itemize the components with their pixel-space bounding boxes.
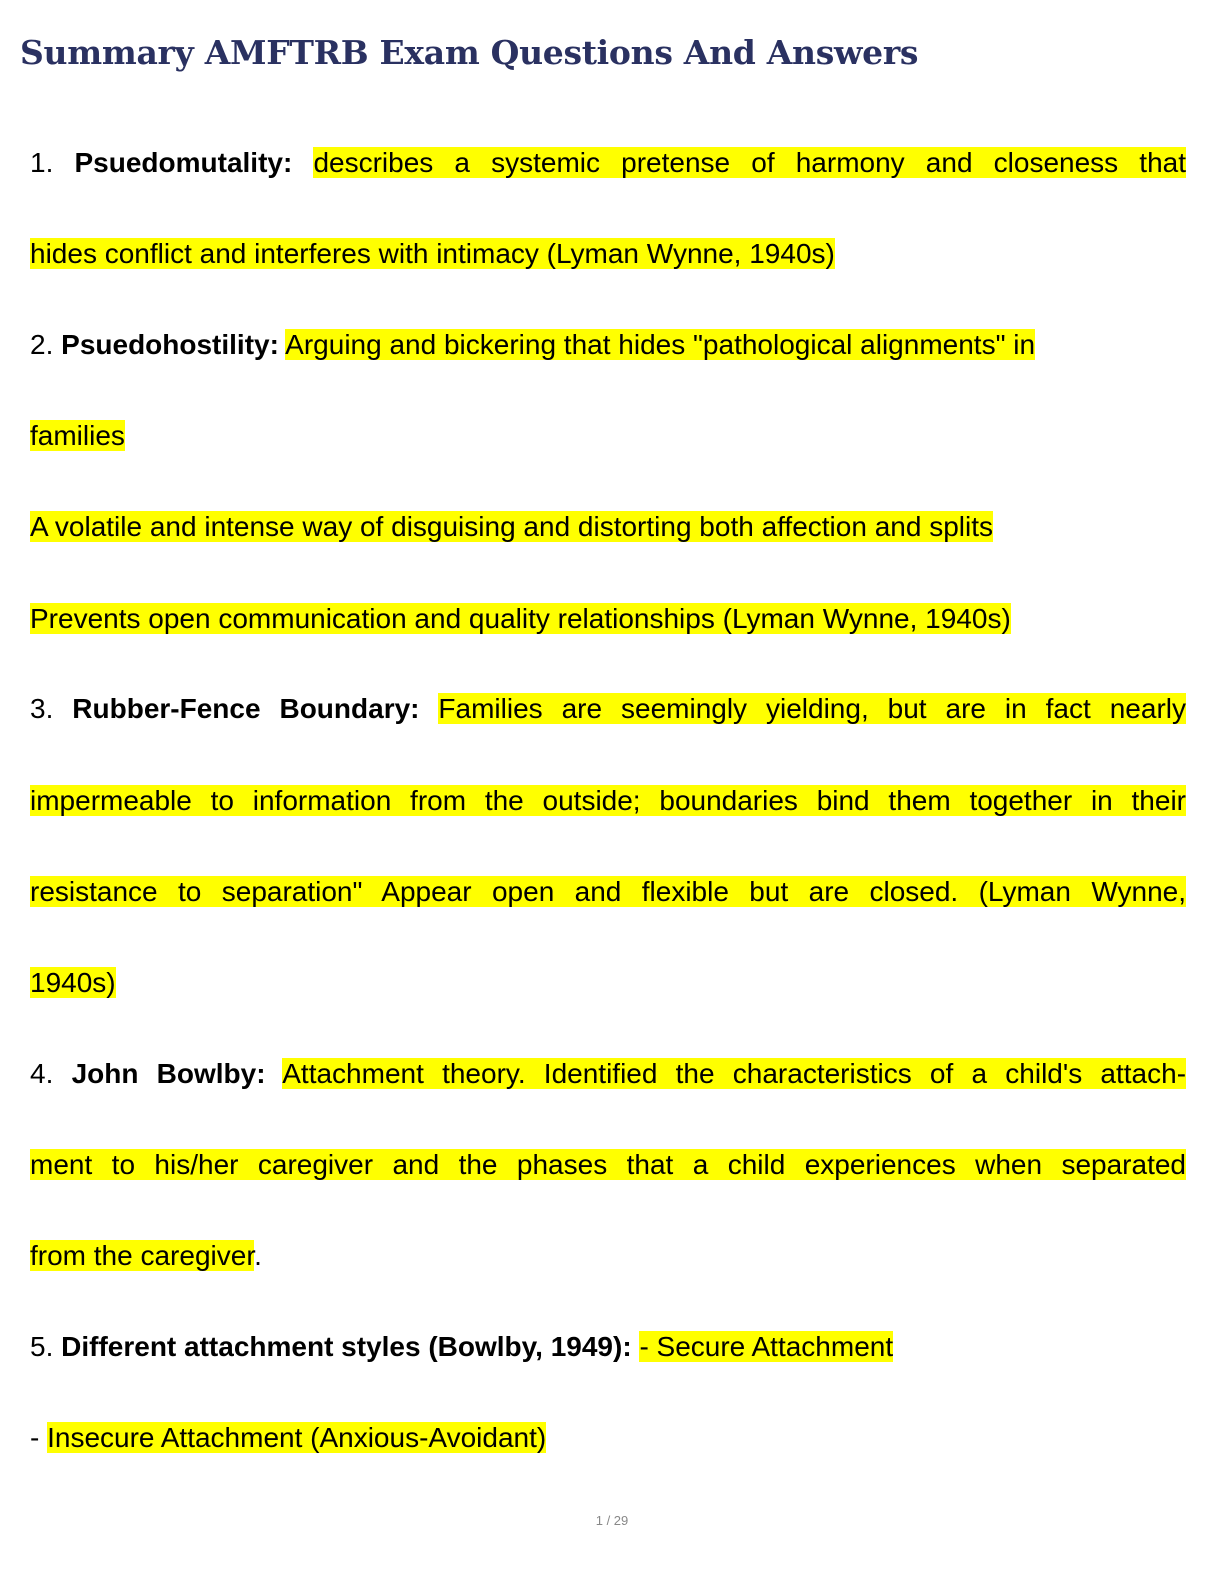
entry-3-line-4 xyxy=(30,964,116,1002)
entry-3-definition-part-2: impermeable to information from the outside; boundaries bind them together in their xyxy=(30,785,1186,816)
entry-3-term: Rubber-Fence Boundary: xyxy=(72,693,420,724)
entry-5-style-2-dash: - xyxy=(30,1422,48,1453)
entry-2-line-4 xyxy=(30,600,1011,638)
entry-3-definition-part-4: 1940s) xyxy=(30,967,116,998)
entry-2-number: 2. xyxy=(30,329,54,360)
entry-2-definition-part-3: A volatile and intense way of disguising and distorting both affection and splits xyxy=(30,511,993,542)
entry-4-number: 4. xyxy=(30,1058,54,1089)
entry-4-definition-part-3: from the caregiver xyxy=(30,1240,255,1271)
entry-2-line-3 xyxy=(30,508,993,546)
entry-2-line-2 xyxy=(30,417,125,455)
entry-5-style-2: Insecure Attachment (Anxious-Avoidant) xyxy=(47,1422,547,1453)
entry-4-line-2 xyxy=(30,1146,1186,1184)
entry-5-style-1: - Secure Attachment xyxy=(639,1331,894,1362)
page-title: Summary AMFTRB Exam Questions And Answers xyxy=(20,33,919,72)
entry-3-line-3 xyxy=(30,873,1186,911)
entry-1-definition-part-2: hides conflict and interferes with intimacy (Lyman Wynne, 1940s) xyxy=(30,238,835,269)
entry-1-line-2 xyxy=(30,235,835,273)
entry-4-line-1 xyxy=(30,1055,1186,1093)
entry-4-line-3 xyxy=(30,1237,262,1275)
entry-4-term: John Bowlby: xyxy=(71,1058,266,1089)
entry-5-number: 5. xyxy=(30,1331,54,1362)
entry-5-line-1 xyxy=(30,1328,893,1366)
entry-4-definition-part-2: ment to his/her caregiver and the phases that a child experiences when separated xyxy=(30,1149,1186,1180)
entry-5-term: Different attachment styles (Bowlby, 1949): xyxy=(61,1331,632,1362)
page-indicator: 1 / 29 xyxy=(595,1513,629,1528)
entry-2-line-1 xyxy=(30,326,1035,364)
entry-3-number: 3. xyxy=(30,693,54,724)
entry-2-term: Psuedohostility: xyxy=(61,329,279,360)
entry-3-definition-part-1: Families are seemingly yielding, but are in fact nearly xyxy=(438,693,1186,724)
entry-4-trailing-period: . xyxy=(254,1240,262,1271)
entry-1-term: Psuedomutality: xyxy=(74,147,293,178)
entry-4-definition-part-1: Attachment theory. Identified the characteristics of a child's attach- xyxy=(282,1058,1187,1089)
entry-2-definition-part-2: families xyxy=(30,420,125,451)
entry-2-definition-part-1: Arguing and bickering that hides "pathological alignments" in xyxy=(285,329,1036,360)
entry-3-definition-part-3: resistance to separation" Appear open and flexible but are closed. (Lyman Wynne, xyxy=(30,876,1186,907)
entry-1-line-1 xyxy=(30,144,1186,182)
entry-1-definition-part-1: describes a systemic pretense of harmony and closeness that xyxy=(313,147,1186,178)
entry-3-line-2 xyxy=(30,782,1186,820)
entry-3-line-1 xyxy=(30,690,1186,728)
entry-1-number: 1. xyxy=(30,147,54,178)
entry-5-line-2 xyxy=(30,1419,546,1457)
entry-2-definition-part-4: Prevents open communication and quality relationships (Lyman Wynne, 1940s) xyxy=(30,603,1011,634)
